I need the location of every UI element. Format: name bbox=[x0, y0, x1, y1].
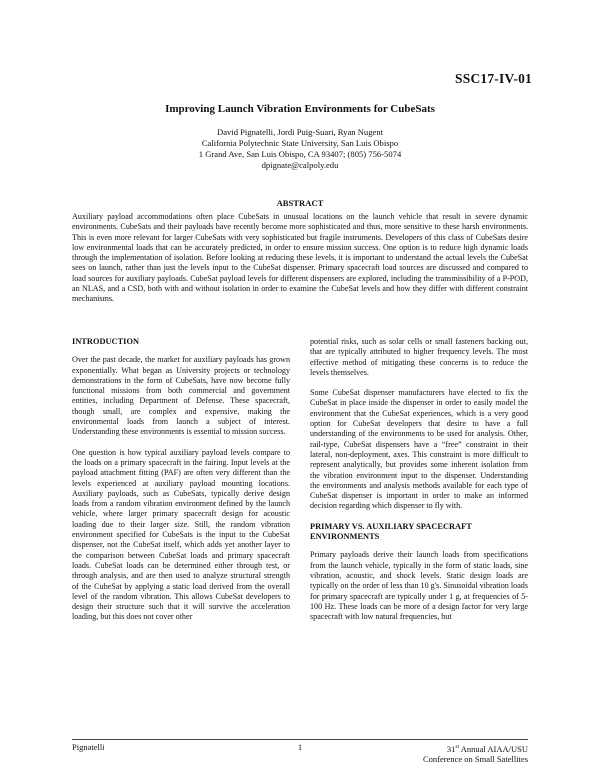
author-block bbox=[0, 127, 600, 171]
paragraph: Primary payloads derive their launch loads from specifications from the launch vehicle, typically in the form of static loads, sine vibration, acoustic, and shock levels. Static design loads are typically on the order of less than 10 g's. Sinusoidal vibration loads for primary spacecraft are typically under 1 g, at frequencies of 5-100 Hz. These loads can be more of a design factor for very large spacecraft with low natural frequencies, but bbox=[310, 550, 528, 622]
abstract-text: Auxiliary payload accommodations often place CubeSats in unusual locations on the launch vehicle that result in severe dynamic environments. CubeSats and their payloads have recently become more sophisticated and thus, more sensitive to these harsh environments. This is even more relevant for larger CubeSats with very sophisticated but fragile instruments. Developers of this class of CubeSats desire low environmental loads that can be accurately predicted, in order to ensure mission success. One option is to reduce high dynamic loads through the implementation of isolation. Before looking at reducing these levels, it is important to understand the actual levels the CubeSat sees on launch, rather than just the levels input to the CubeSat dispenser. Primary spacecraft load sources are discussed and compared to load sources for auxiliary payloads. CubeSat payload levels for different dispensers are explored, including the transmissibility of a P-POD, an NLAS, and a CSD, both with and without isolation in order to examine the CubeSat levels and how they differ with different constraint mechanisms. bbox=[72, 212, 528, 304]
paragraph: One question is how typical auxiliary payload levels compare to the loads on a primary spacecraft in the fairing. Input levels at the payload attachment fitting (PAF) are often very different than the levels experienced at auxiliary payload mounting locations. Auxiliary payloads, such as CubeSats, typically derive design loads from a random vibration environment defined by the launch vehicle, where larger primary spacecraft design for acoustic loading due to their larger size. Still, the random vibration environment specified for CubeSats is the input to the CubeSat dispenser, not the CubeSat itself, which adds yet another layer to the comparison between CubeSat loads and primary spacecraft loads. CubeSat loads can be determined either through test, or through analysis, and are then used to analyze structural strength of the CubeSat by applying a static load derived from the overall level of the random vibration. This allows CubeSat developers to design their structure such that it will survive the acceleration loading, but this does not cover other bbox=[72, 447, 290, 622]
author-names: David Pignatelli, Jordi Puig-Suari, Ryan Nugent bbox=[216, 127, 384, 137]
footer-author: Pignatelli bbox=[72, 742, 105, 752]
conference-name bbox=[423, 742, 528, 765]
author-address: 1 Grand Ave, San Luis Obispo, CA 93407; (805) 756-5074 bbox=[198, 148, 402, 159]
paper-id: SSC17-IV-01 bbox=[455, 71, 532, 86]
conference-number: 31 bbox=[446, 743, 456, 754]
section-heading-environments: PRIMARY VS. AUXILIARY SPACECRAFT ENVIRONMENTS bbox=[310, 521, 472, 542]
paper-title: Improving Launch Vibration Environments for CubeSats bbox=[165, 103, 435, 115]
conference-line-2: Conference on Small Satellites bbox=[422, 754, 528, 765]
paragraph: Over the past decade, the market for auxiliary payloads has grown exponentially. What began as University projects or technology demonstrations in the form of CubeSats, have now become fully functional missions from both commercial and government entities, including Department of Defense. These spacecraft, though small, are complex and expensive, making the environmental loads from launch a subject of interest. Understanding these environments is essential to mission success. bbox=[72, 355, 290, 437]
abstract-heading: ABSTRACT bbox=[276, 198, 324, 208]
right-column bbox=[310, 337, 528, 632]
section-heading-introduction: INTRODUCTION bbox=[72, 337, 140, 346]
paragraph: Some CubeSat dispenser manufacturers have elected to fix the CubeSat in place inside the dispenser in order to easily model the environment that the CubeSat experiences, which is a very good option for CubeSat developers that desire to have a full understanding of the environments to be used for analysis. Other, rail-type, CubeSat dispensers have a “free” constraint in their lateral, non-deployment, axes. This constraint is more difficult to represent analytically, but provides some inherent isolation from the vibration environment input to the dispenser. Understanding the environments and analysis methods available for each type of CubeSat dispenser is important in order to make an informed decision regarding which dispenser to fly with. bbox=[310, 388, 528, 511]
conference-ordinal: st bbox=[455, 744, 460, 750]
paragraph: potential risks, such as solar cells or small fasteners backing out, that are typically attributed to higher frequency levels. The most effective method of mitigating these concerns is to reduce the levels themselves. bbox=[310, 337, 528, 377]
page-number: 1 bbox=[297, 742, 303, 752]
author-email: dpignate@calpoly.edu bbox=[261, 159, 339, 170]
author-affiliation: California Polytechnic State University, San Luis Obispo bbox=[201, 137, 399, 148]
left-column bbox=[72, 337, 290, 633]
footer-divider bbox=[72, 739, 528, 740]
conference-line-1: Annual AIAA/USU bbox=[459, 743, 528, 754]
